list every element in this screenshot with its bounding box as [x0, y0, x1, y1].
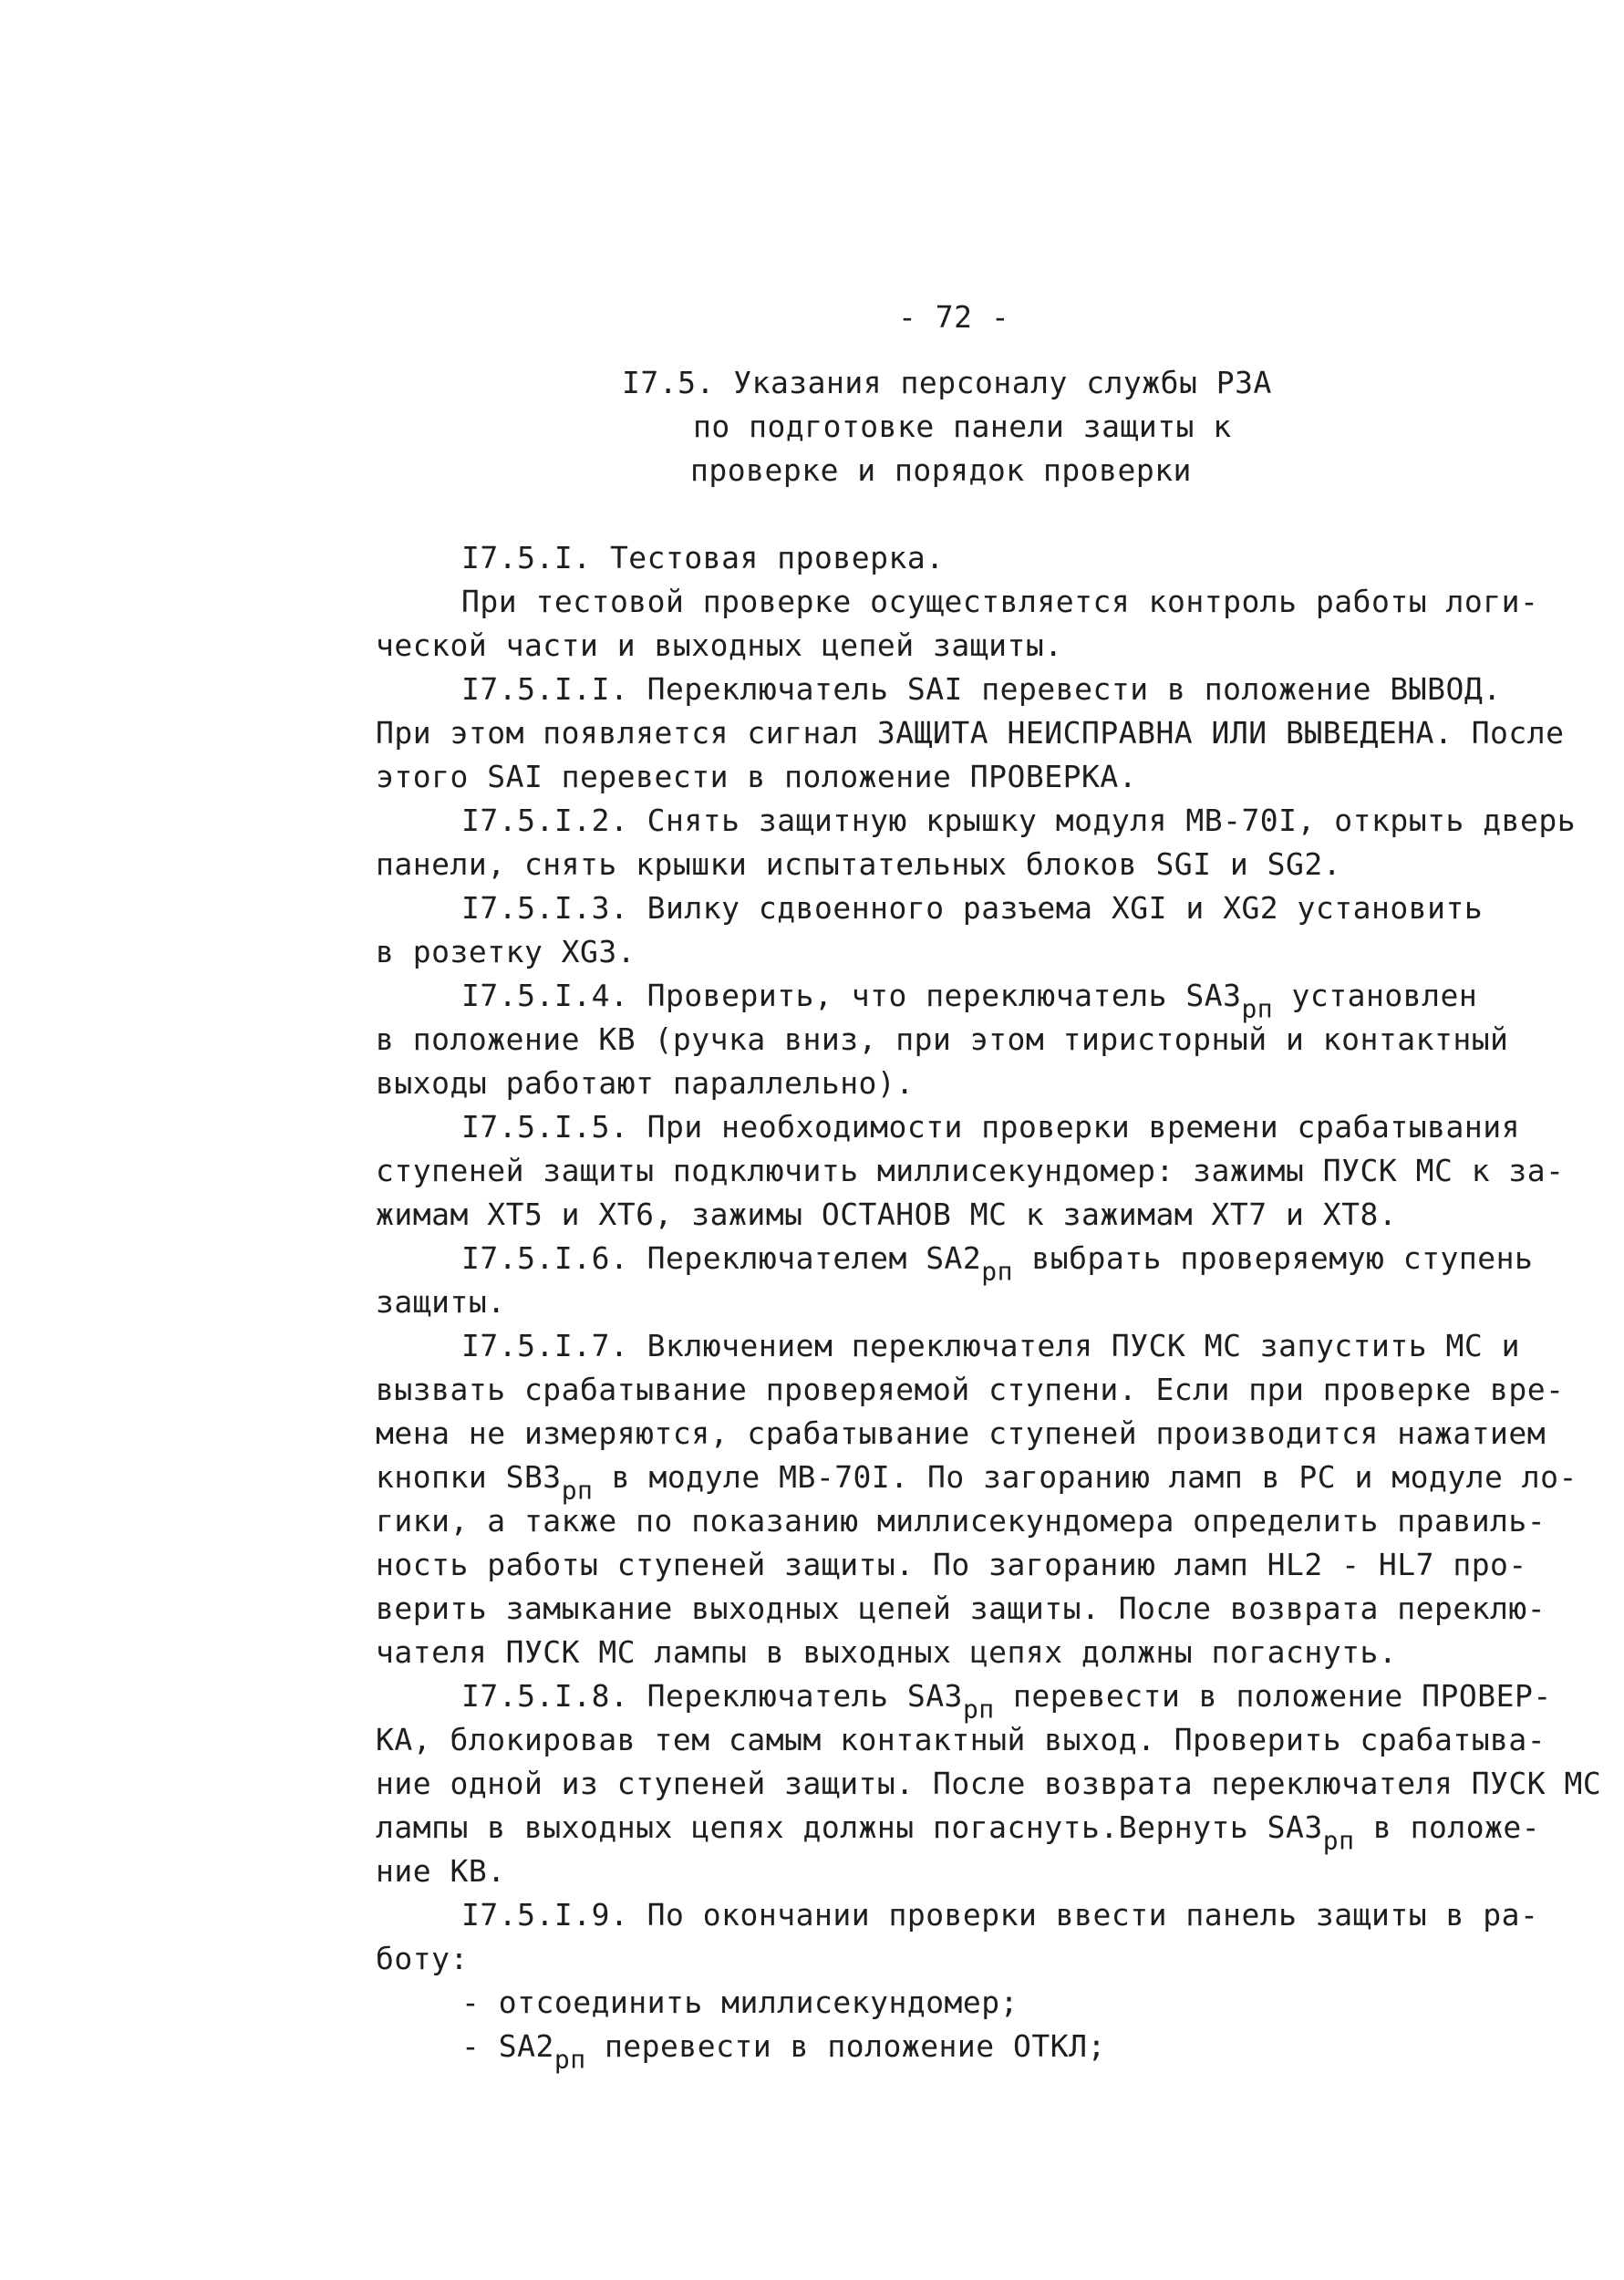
- subsection-title: I7.5.I. Тестовая проверка.: [461, 540, 945, 575]
- text-run: I7.5.I.4. Проверить, что переключатель SA3: [461, 978, 1242, 1013]
- paragraph-line: [461, 1238, 1534, 1287]
- paragraph-line: I7.5.I.7. Включением переключателя ПУСК МС запустить МС и: [461, 1328, 1520, 1363]
- section-heading-line-1: I7.5. Указания персоналу службы РЗА: [622, 365, 1272, 400]
- paragraph-line: защиты.: [376, 1284, 506, 1320]
- paragraph-line: верить замыкание выходных цепей защиты. После возврата переклю-: [376, 1591, 1546, 1626]
- page-number: - 72 -: [898, 299, 1010, 335]
- text-run: в модуле МВ-70I. По загоранию ламп в РС и модуле ло-: [611, 1459, 1577, 1495]
- text-run: лампы в выходных цепях должны погаснуть.Вернуть SA3: [376, 1809, 1323, 1845]
- paragraph-line: При тестовой проверке осуществляется контроль работы логи-: [461, 584, 1539, 619]
- paragraph-line: [461, 976, 1478, 1024]
- paragraph-line: I7.5.I.I. Переключатель SAI перевести в положение ВЫВОД.: [461, 671, 1502, 707]
- text-run: I7.5.I.6. Переключателем SA2: [461, 1240, 982, 1276]
- text-run: - SA2: [461, 2028, 554, 2064]
- list-item: [461, 2026, 1106, 2075]
- text-run: перевести в положение ОТКЛ;: [604, 2028, 1106, 2064]
- paragraph-line: ние одной из ступеней защиты. После возврата переключателя ПУСК МС: [376, 1766, 1602, 1801]
- subscript-rp: рп: [561, 1475, 594, 1506]
- paragraph-line: чателя ПУСК МС лампы в выходных цепях должны погаснуть.: [376, 1634, 1398, 1670]
- paragraph-line: в розетку XG3.: [376, 934, 636, 969]
- paragraph-line: [376, 1457, 1577, 1506]
- paragraph-line: в положение КВ (ручка вниз, при этом тиристорный и контактный: [376, 1021, 1509, 1057]
- paragraph-line: этого SAI перевести в положение ПРОВЕРКА.: [376, 759, 1138, 794]
- paragraph-line: I7.5.I.9. По окончании проверки ввести панель защиты в ра-: [461, 1897, 1539, 1933]
- paragraph-line: панели, снять крышки испытательных блоков SGI и SG2.: [376, 846, 1342, 882]
- paragraph-line: При этом появляется сигнал ЗАЩИТА НЕИСПРАВНА ИЛИ ВЫВЕДЕНА. После: [376, 715, 1565, 751]
- text-run: установлен: [1291, 978, 1478, 1013]
- text-run: I7.5.I.8. Переключатель SA3: [461, 1678, 963, 1714]
- text-run: перевести в положение ПРОВЕР-: [1013, 1678, 1552, 1714]
- paragraph-line: гики, а также по показанию миллисекундомера определить правиль-: [376, 1503, 1546, 1539]
- list-item: - отсоединить миллисекундомер;: [461, 1985, 1019, 2020]
- subscript-rp: рп: [981, 1256, 1014, 1287]
- paragraph-line: [461, 1676, 1552, 1725]
- paragraph-line: I7.5.I.2. Снять защитную крышку модуля МВ-70I, открыть дверь: [461, 803, 1577, 838]
- text-run: кнопки SB3: [376, 1459, 562, 1495]
- paragraph-line: КА, блокировав тем самым контактный выход. Проверить срабатыва-: [376, 1722, 1546, 1757]
- paragraph-line: ческой части и выходных цепей защиты.: [376, 627, 1063, 663]
- section-heading-line-2: по подготовке панели защиты к: [693, 409, 1232, 444]
- paragraph-line: мена не измеряются, срабатывание ступеней производится нажатием: [376, 1415, 1546, 1451]
- paragraph-line: I7.5.I.3. Вилку сдвоенного разъема XGI и XG2 установить: [461, 890, 1484, 926]
- paragraph-line: ние КВ.: [376, 1853, 506, 1889]
- paragraph-line: жимам XT5 и XT6, зажимы ОСТАНОВ МС к зажимам XT7 и XT8.: [376, 1197, 1398, 1232]
- subscript-rp: рп: [1241, 993, 1274, 1024]
- subscript-rp: рп: [1322, 1825, 1355, 1856]
- paragraph-line: выходы работают параллельно).: [376, 1065, 915, 1101]
- subscript-rp: рп: [553, 2044, 586, 2075]
- paragraph-line: [376, 1808, 1541, 1856]
- paragraph-line: вызвать срабатывание проверяемой ступени. Если при проверке вре-: [376, 1372, 1565, 1407]
- paragraph-line: ступеней защиты подключить миллисекундомер: зажимы ПУСК МС к за-: [376, 1153, 1565, 1188]
- subscript-rp: рп: [962, 1694, 995, 1725]
- section-heading-line-3: проверке и порядок проверки: [690, 452, 1192, 488]
- paragraph-line: ность работы ступеней защиты. По загоранию ламп HL2 - HL7 про-: [376, 1547, 1527, 1582]
- paragraph-line: боту:: [376, 1941, 469, 1976]
- text-run: в положе-: [1372, 1809, 1541, 1845]
- paragraph-line: I7.5.I.5. При необходимости проверки времени срабатывания: [461, 1109, 1520, 1145]
- text-run: выбрать проверяемую ступень: [1031, 1240, 1534, 1276]
